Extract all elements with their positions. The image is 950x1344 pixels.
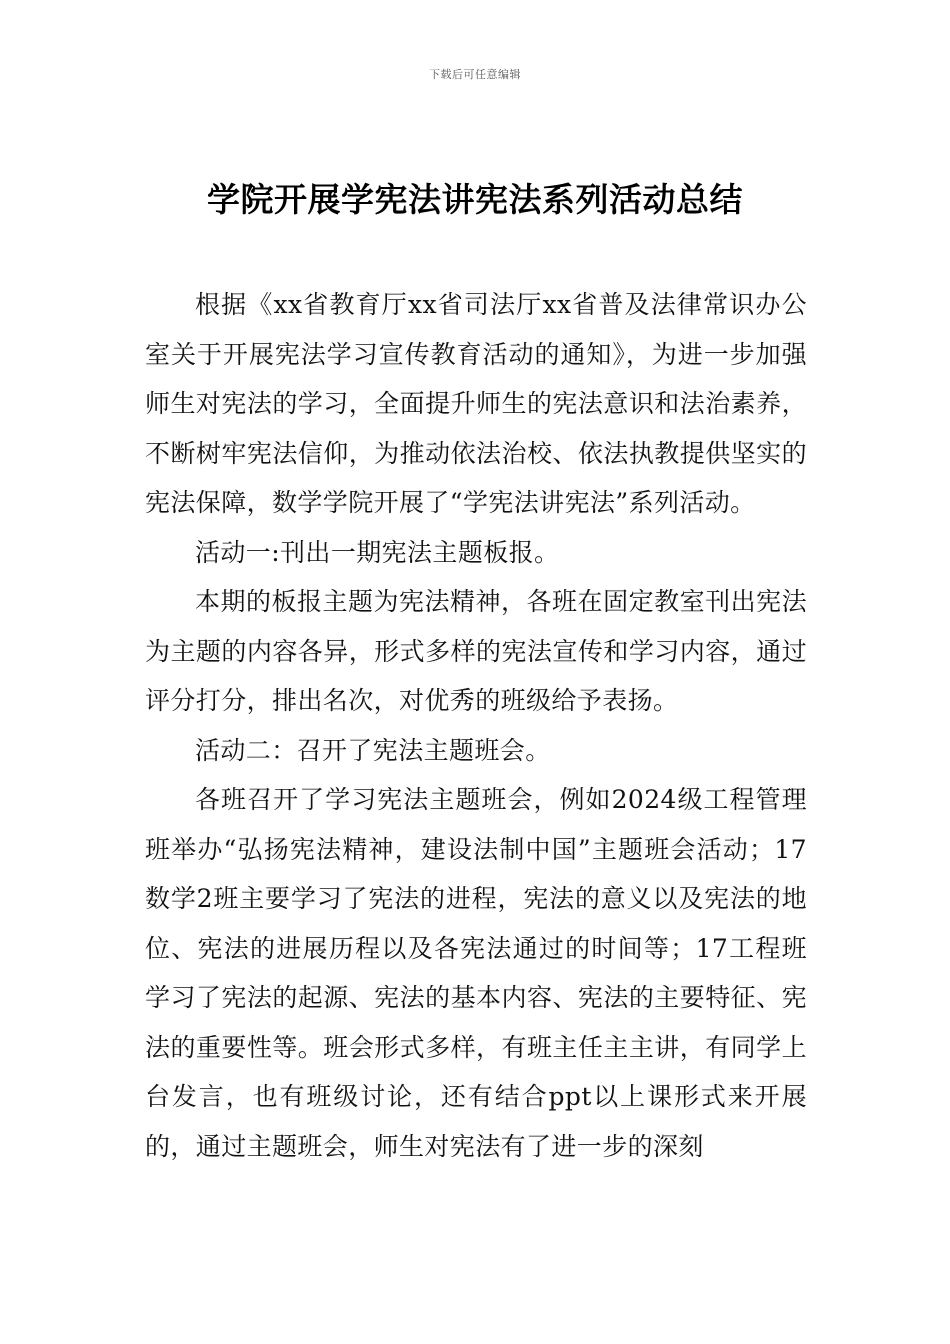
paragraph-activity-two-heading: 活动二：召开了宪法主题班会。 — [195, 735, 551, 765]
paragraph-intro: 根据《xx省教育厅xx省司法厅xx省普及法律常识办公室关于开展宪法学习宣传教育活动的通知》，为进一步加强师生对宪法的学习，全面提升师生的宪法意识和法治素养，不断树牢宪法信仰，为推动依法治校、依法执教提供坚实的宪法保障，数学学院开展了“学宪法讲宪法”系列活动。 — [145, 290, 807, 517]
document-title: 学院开展学宪法讲宪法系列活动总结 — [207, 180, 743, 219]
paragraph-activity-one-heading: 活动一:刊出一期宪法主题板报。 — [195, 537, 560, 567]
paragraph-activity-two-body: 各班召开了学习宪法主题班会，例如2024级工程管理班举办“弘扬宪法精神，建设法制中国”主题班会活动；17数学2班主要学习了宪法的进程，宪法的意义以及宪法的地位、宪法的进展历程以及各宪法通过的时间等；17工程班学习了宪法的起源、宪法的基本内容、宪法的主要特征、宪法的重要性等。班会形式多样，有班主任主主讲，有同学上台发言，也有班级讨论，还有结合ppt以上课形式来开展的，通过主题班会，师生对宪法有了进一步的深刻 — [145, 785, 807, 1161]
paragraph-activity-one-body: 本期的板报主题为宪法精神，各班在固定教室刊出宪法为主题的内容各异，形式多样的宪法宣传和学习内容，通过评分打分，排出名次，对优秀的班级给予表扬。 — [145, 587, 807, 715]
document-body — [145, 280, 807, 1171]
header-note: 下载后可任意编辑 — [429, 68, 521, 81]
